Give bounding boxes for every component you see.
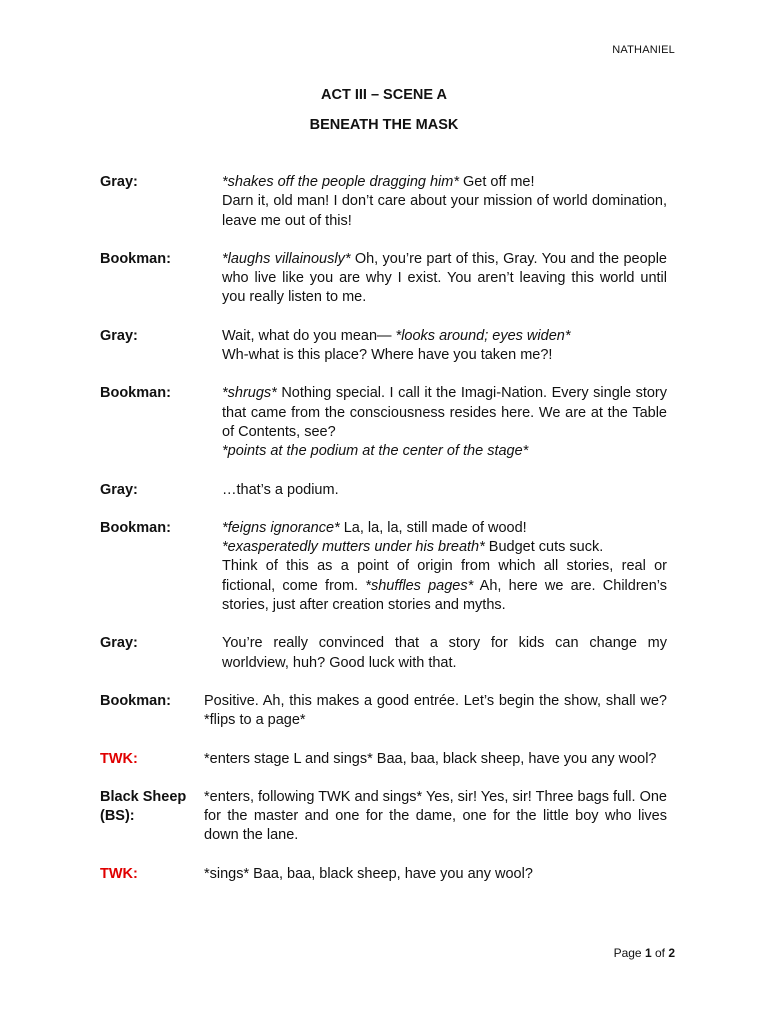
speaker-name: Black Sheep (BS):	[100, 788, 187, 825]
spoken-line: *sings* Baa, baa, black sheep, have you any wool?	[204, 865, 533, 882]
dialogue-entry	[100, 250, 667, 308]
spoken-line: Think of this as a point of origin from which all stories, real or fictional, come from.	[222, 558, 667, 594]
page-number: Page 1 of 2	[613, 946, 675, 960]
dialogue-entry	[100, 692, 667, 731]
dialogue-text	[204, 865, 667, 884]
dialogue-text	[222, 327, 667, 366]
spoken-line: …that’s a podium.	[222, 481, 339, 498]
speaker-name: Bookman:	[100, 692, 171, 709]
act-title: ACT III – SCENE A	[321, 87, 447, 103]
stage-direction: *looks around; eyes widen*	[395, 327, 571, 344]
dialogue-entry	[100, 788, 667, 846]
dialogue-text	[222, 384, 667, 461]
spoken-line: Positive. Ah, this makes a good entrée. Let’s begin the show, shall we? *flips to a page*	[204, 692, 667, 729]
speaker-name: Gray:	[100, 174, 138, 190]
speaker-name: Bookman:	[100, 519, 171, 536]
dialogue-entry	[100, 519, 667, 615]
stage-direction: *points at the podium at the center of the stage*	[222, 443, 529, 460]
dialogue-entry	[100, 384, 667, 461]
spoken-line: Get off me!	[459, 174, 535, 190]
dialogue-text	[222, 634, 667, 673]
dialogue-entry	[100, 173, 667, 231]
dialogue-entry	[100, 327, 667, 366]
author-header: NATHANIEL	[612, 44, 675, 56]
stage-direction: *shrugs*	[222, 385, 277, 402]
dialogue-entry	[100, 750, 667, 769]
spoken-line: You’re really convinced that a story for kids can change my worldview, huh? Good luck with that.	[222, 635, 667, 671]
stage-direction: *shuffles pages*	[365, 577, 474, 594]
dialogue-entry	[100, 481, 667, 500]
stage-direction: *exasperatedly mutters under his breath*	[222, 539, 485, 556]
spoken-line: Wh-what is this place? Where have you taken me?!	[222, 347, 553, 364]
stage-direction: *feigns ignorance*	[222, 519, 340, 536]
dialogue-text	[204, 788, 667, 846]
speaker-name: TWK:	[100, 865, 138, 882]
script-body	[100, 173, 667, 903]
dialogue-text	[222, 173, 667, 231]
spoken-line: Nothing special. I call it the Imagi-Nation. Every single story that came from the consciousness resides here. We are at the Table of Contents, see?	[222, 385, 667, 440]
dialogue-text	[204, 750, 667, 769]
stage-direction: *shakes off the people dragging him*	[222, 174, 459, 190]
dialogue-text	[222, 519, 667, 615]
dialogue-entry	[100, 634, 667, 673]
spoken-line: *enters stage L and sings* Baa, baa, black sheep, have you any wool?	[204, 750, 657, 767]
spoken-line: Oh, you’re part of this, Gray. You and the people who live like you are why I exist. You aren’t leaving this world until you really listen to me.	[222, 250, 667, 306]
speaker-name: Gray:	[100, 481, 138, 498]
speaker-name: Bookman:	[100, 250, 171, 267]
spoken-line: Ah, here we are. Children’s stories, just after creation stories and myths.	[222, 577, 668, 614]
speaker-name: Bookman:	[100, 385, 171, 402]
dialogue-text	[222, 481, 667, 500]
dialogue-text	[204, 692, 667, 731]
speaker-name: Gray:	[100, 635, 138, 652]
dialogue-text	[222, 250, 667, 308]
spoken-line: La, la, la, still made of wood!	[339, 519, 527, 536]
stage-direction: *laughs villainously*	[222, 250, 351, 267]
spoken-line: Budget cuts suck.	[484, 539, 604, 556]
spoken-line: Darn it, old man! I don’t care about your mission of world domination, leave me out of this!	[222, 193, 667, 229]
scene-title: BENEATH THE MASK	[309, 117, 459, 133]
spoken-line: Wait, what do you mean—	[222, 327, 396, 344]
speaker-name: TWK:	[100, 750, 138, 767]
speaker-name: Gray:	[100, 327, 138, 344]
dialogue-entry	[100, 865, 667, 884]
spoken-line: *enters, following TWK and sings* Yes, sir! Yes, sir! Three bags full. One for the master and one for the dame, one for the little boy who lives down the lane.	[204, 788, 667, 844]
